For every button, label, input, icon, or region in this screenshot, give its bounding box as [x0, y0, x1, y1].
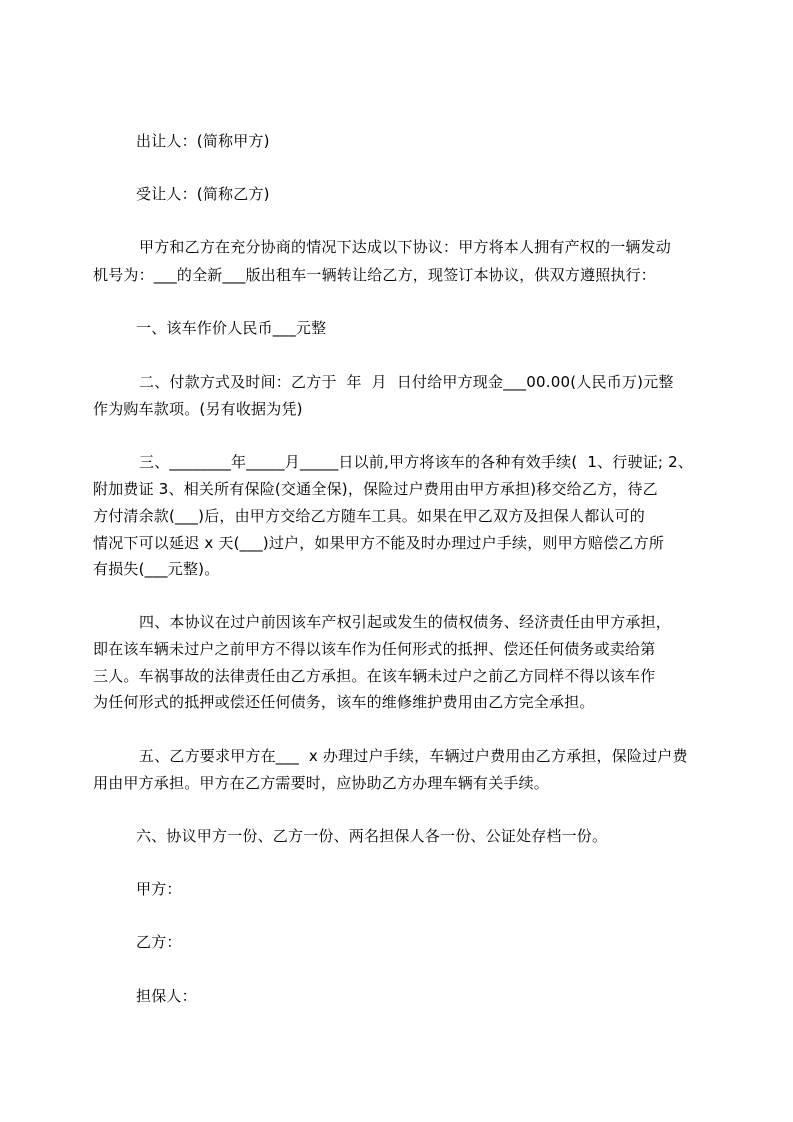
- seller-label: 出让人：(简称甲方): [136, 132, 270, 150]
- clause-line: 有损失(___元整)。: [93, 560, 220, 578]
- buyer-label: 受让人：(简称乙方): [136, 185, 270, 203]
- party-a-signature-label: 甲方：: [136, 880, 182, 898]
- clause-line: 用由甲方承担。甲方在乙方需要时，应协助乙方办理车辆有关手续。: [93, 774, 550, 792]
- clause-line: 为任何形式的抵押或偿还任何债务，该车的维修维护费用由乙方完全承担。: [93, 693, 595, 711]
- intro-line: 机号为：___的全新___版出租车一辆转让给乙方，现签订本协议，供双方遵照执行：: [93, 266, 657, 284]
- clause-line: 情况下可以延迟 x 天(___)过户，如果甲方不能及时办理过户手续，则甲方赔偿乙方所: [93, 534, 665, 552]
- clause-line: 六、协议甲方一份、乙方一份、两名担保人各一份、公证处存档一份。: [136, 827, 608, 845]
- clause-line: 方付清余款(___)后，由甲方交给乙方随车工具。如果在甲乙双方及担保人都认可的: [93, 507, 646, 525]
- clause-line: 即在该车辆未过户之前甲方不得以该车作为任何形式的抵押、偿还任何债务或卖给第: [93, 640, 656, 658]
- intro-line: 甲方和乙方在充分协商的情况下达成以下协议：甲方将本人拥有产权的一辆发动: [139, 238, 672, 256]
- clause-line: 一、该车作价人民币___元整: [136, 319, 327, 337]
- clause-line: 作为购车款项。(另有收据为凭): [93, 400, 303, 418]
- guarantor-signature-label: 担保人：: [136, 987, 197, 1005]
- clause-line: 二、付款方式及时间：乙方于 年 月 日付给甲方现金___00.00(人民币万)元整: [139, 373, 674, 391]
- clause-line: 三人。车祸事故的法律责任由乙方承担。在该车辆未过户之前乙方同样不得以该车作: [93, 667, 656, 685]
- clause-line: 四、本协议在过户前因该车产权引起或发生的债权债务、经济责任由甲方承担，: [139, 613, 672, 631]
- clause-line: 附加费证 3、相关所有保险(交通全保)，保险过户费用由甲方承担)移交给乙方，待乙: [93, 480, 658, 498]
- clause-line: 五、乙方要求甲方在___ x 办理过户手续，车辆过户费用由乙方承担，保险过户费: [139, 747, 688, 765]
- clause-line: 三、________年_____月_____日以前,甲方将该车的各种有效手续( 1、行驶证; 2、: [139, 453, 694, 471]
- party-b-signature-label: 乙方：: [136, 933, 182, 951]
